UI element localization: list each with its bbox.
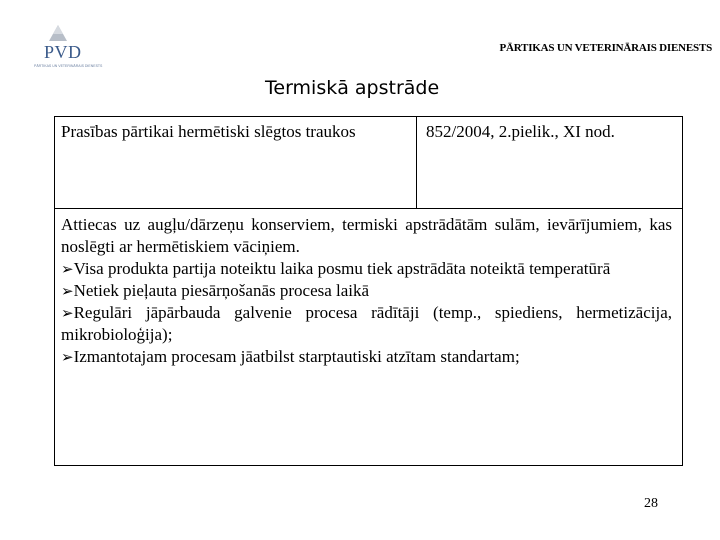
arrow-bullet-icon: ➢ bbox=[61, 260, 74, 278]
logo-text: PVD bbox=[44, 42, 82, 62]
requirements-cell bbox=[55, 117, 417, 208]
table-body-row bbox=[55, 209, 682, 465]
intro-paragraph: Attiecas uz augļu/dārzeņu konserviem, termiski apstrādātām sulām, ievārījumiem, kas noslēgti ar hermētiskiem vāciņiem. bbox=[61, 215, 672, 256]
table-header-row bbox=[55, 117, 682, 209]
regulation-cell bbox=[417, 117, 682, 208]
list-item: ➢Visa produkta partija noteiktu laika posmu tiek apstrādāta noteiktā temperatūrā bbox=[61, 259, 611, 278]
pvd-logo bbox=[30, 24, 103, 72]
arrow-bullet-icon: ➢ bbox=[61, 304, 74, 322]
list-item: ➢Izmantotajam procesam jāatbilst starptautiski atzītam standartam; bbox=[61, 347, 520, 366]
list-item: ➢Regulāri jāpārbauda galvenie procesa rādītāji (temp., spiediens, hermetizācija, mikrobioloģija); bbox=[61, 303, 672, 344]
regulation-reference: 852/2004, 2.pielik., XI nod. bbox=[426, 122, 615, 141]
requirements-text: Prasības pārtikai hermētiski slēgtos traukos bbox=[61, 122, 356, 141]
arrow-bullet-icon: ➢ bbox=[61, 282, 74, 300]
arrow-bullet-icon: ➢ bbox=[61, 348, 74, 366]
content-table bbox=[54, 116, 683, 466]
logo-subtitle: PĀRTIKAS UN VETERINĀRAIS DIENESTS bbox=[34, 64, 103, 68]
page-number: 28 bbox=[644, 496, 658, 511]
list-item: ➢Netiek pieļauta piesārņošanās procesa laikā bbox=[61, 281, 370, 300]
agency-name: PĀRTIKAS UN VETERINĀRAIS DIENESTS bbox=[499, 42, 712, 54]
slide-title: Termiskā apstrāde bbox=[265, 77, 440, 99]
